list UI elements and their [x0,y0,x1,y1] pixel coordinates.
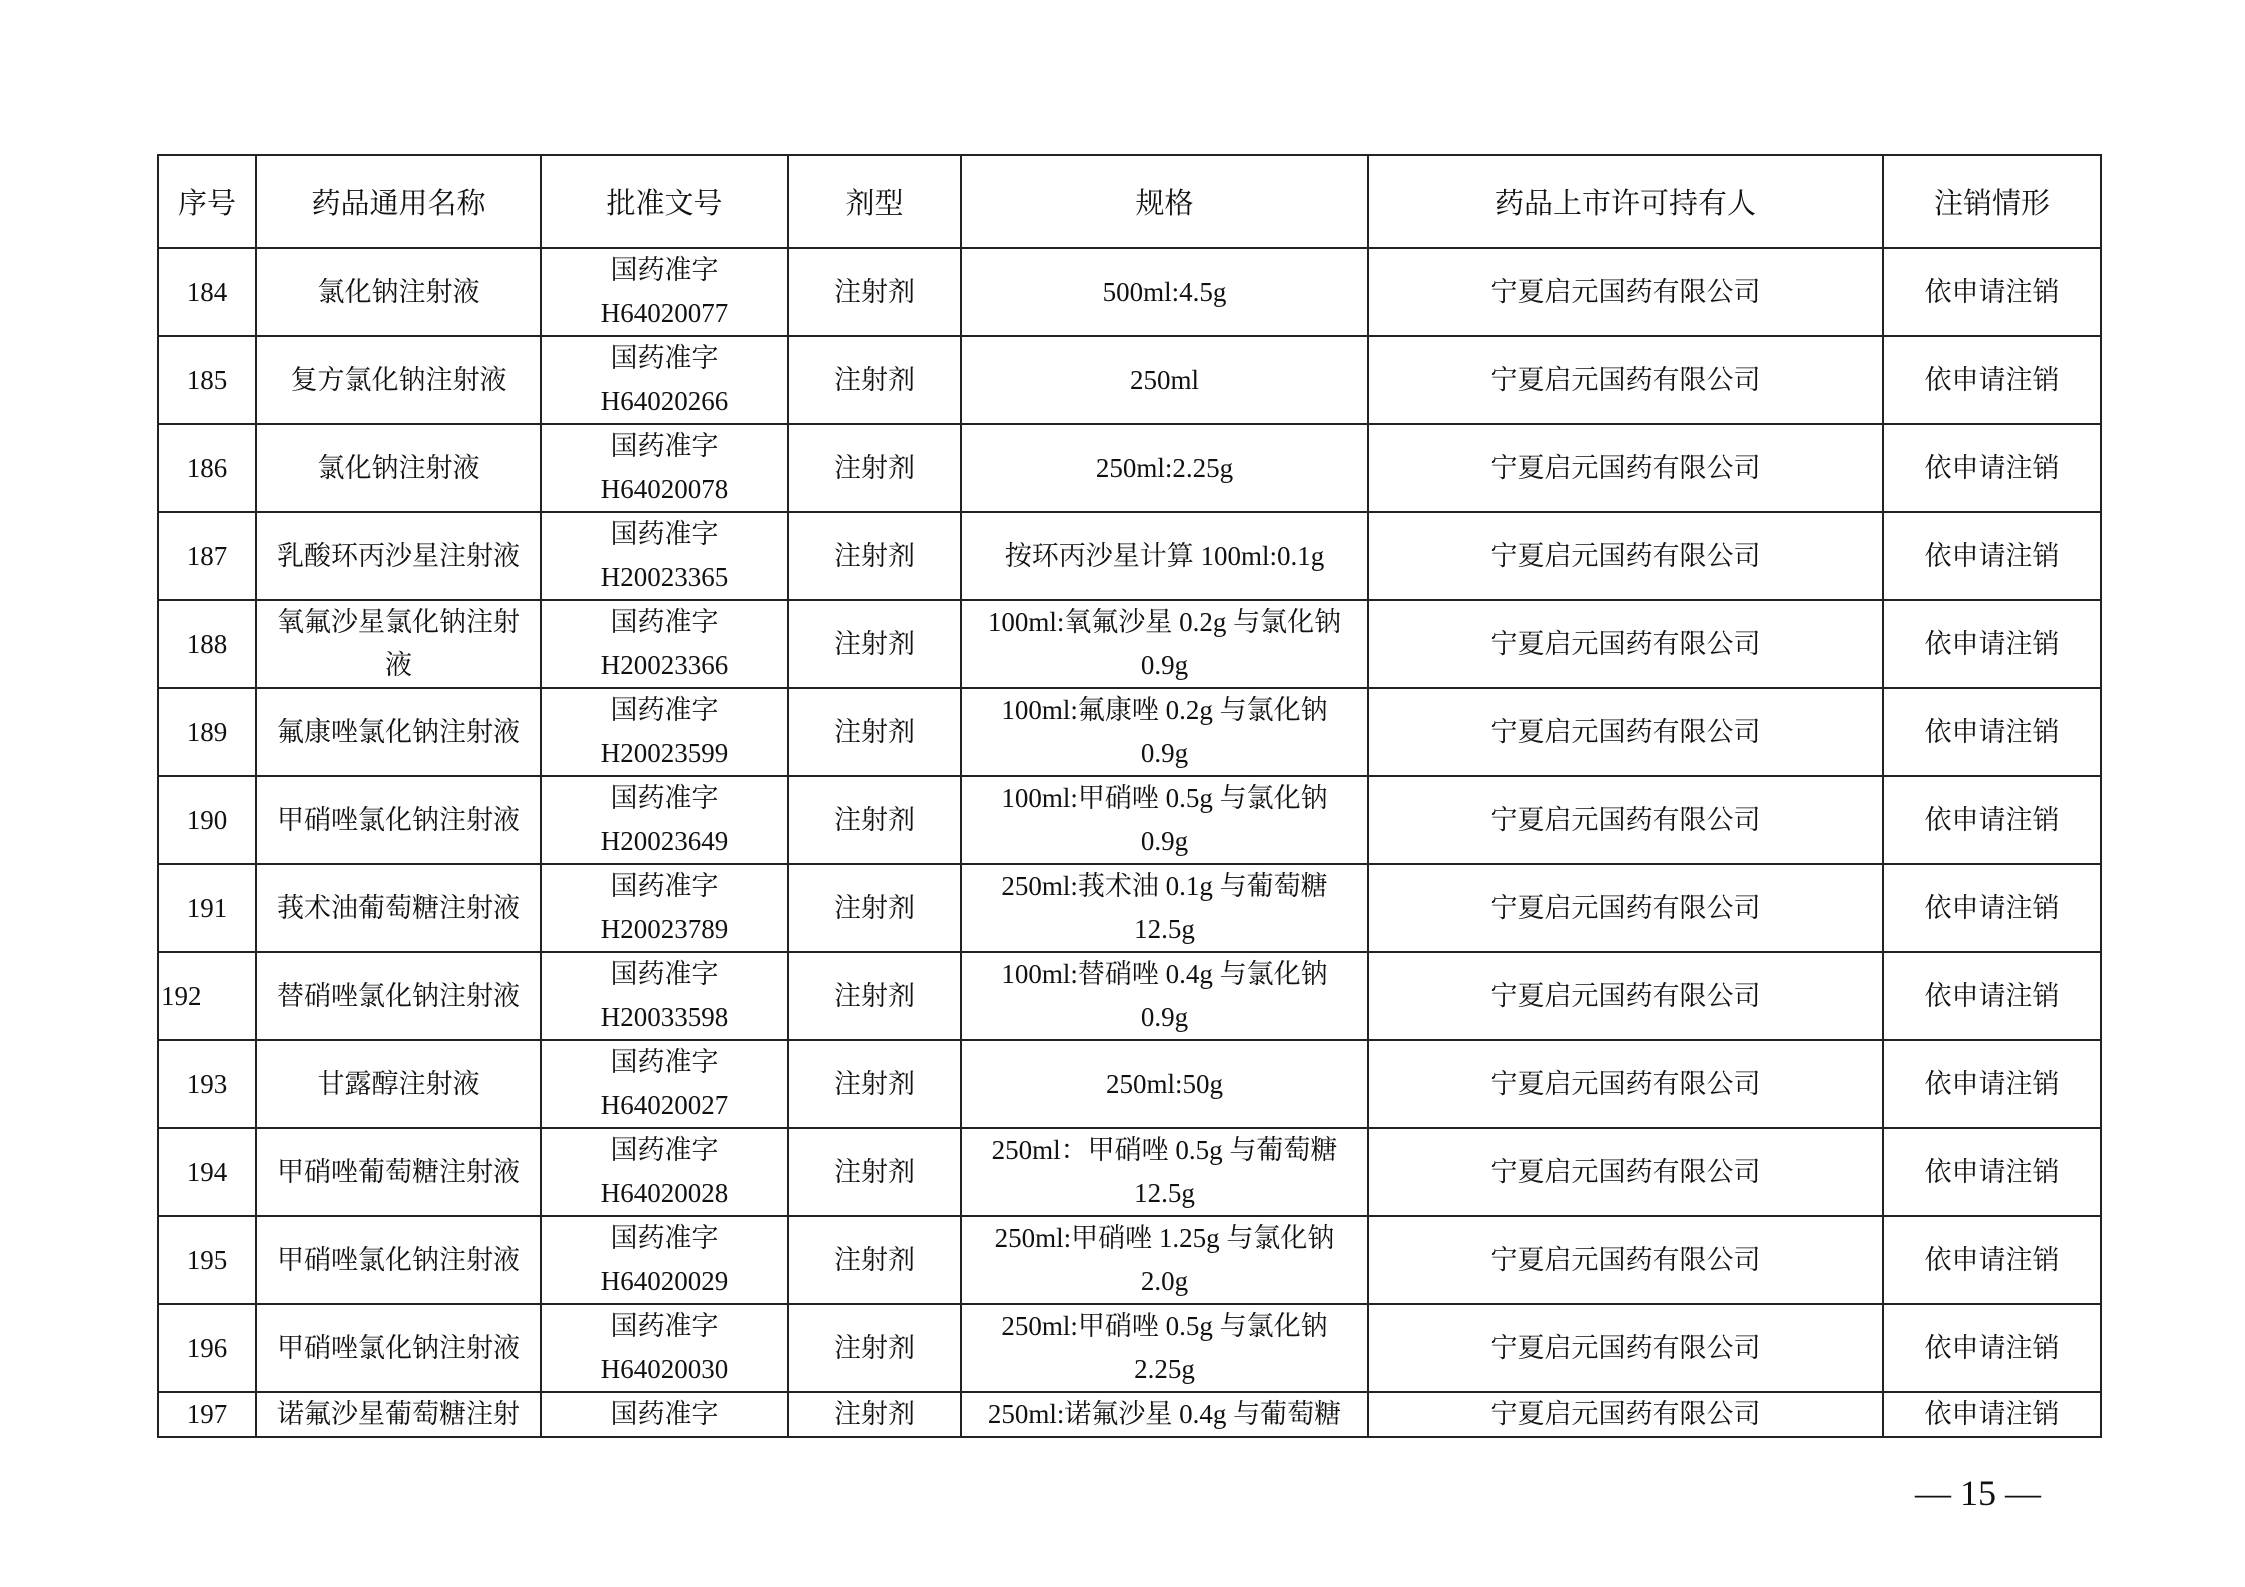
cell-cancellation-status: 依申请注销 [1883,600,2101,688]
cell-approval-number: 国药准字 [541,1392,788,1437]
cell-dosage-form: 注射剂 [788,1392,961,1437]
cell-license-holder: 宁夏启元国药有限公司 [1368,776,1883,864]
cell-serial-number: 188 [158,600,256,688]
cell-cancellation-status: 依申请注销 [1883,776,2101,864]
cell-drug-name: 氧氟沙星氯化钠注射 液 [256,600,541,688]
cell-cancellation-status: 依申请注销 [1883,424,2101,512]
cell-specification: 250ml:甲硝唑 1.25g 与氯化钠 2.0g [961,1216,1368,1304]
cell-drug-name: 氯化钠注射液 [256,248,541,336]
cell-specification: 250ml:50g [961,1040,1368,1128]
cell-drug-name: 甲硝唑氯化钠注射液 [256,1216,541,1304]
cell-specification: 250ml:诺氟沙星 0.4g 与葡萄糖 [961,1392,1368,1437]
cell-drug-name: 氯化钠注射液 [256,424,541,512]
cell-approval-number: 国药准字 H64020030 [541,1304,788,1392]
cell-license-holder: 宁夏启元国药有限公司 [1368,1392,1883,1437]
cell-dosage-form: 注射剂 [788,424,961,512]
cell-license-holder: 宁夏启元国药有限公司 [1368,600,1883,688]
cell-serial-number: 190 [158,776,256,864]
cell-approval-number: 国药准字 H20023599 [541,688,788,776]
cell-license-holder: 宁夏启元国药有限公司 [1368,688,1883,776]
cell-dosage-form: 注射剂 [788,952,961,1040]
table-row [158,248,2101,336]
cell-license-holder: 宁夏启元国药有限公司 [1368,1304,1883,1392]
cell-specification: 100ml:氟康唑 0.2g 与氯化钠 0.9g [961,688,1368,776]
cell-dosage-form: 注射剂 [788,600,961,688]
cell-approval-number: 国药准字 H20033598 [541,952,788,1040]
cell-cancellation-status: 依申请注销 [1883,1216,2101,1304]
cell-approval-number: 国药准字 H20023366 [541,600,788,688]
cell-serial-number: 195 [158,1216,256,1304]
table-row [158,336,2101,424]
cell-specification: 250ml [961,336,1368,424]
cell-dosage-form: 注射剂 [788,864,961,952]
cell-dosage-form: 注射剂 [788,1216,961,1304]
table-row [158,424,2101,512]
cell-serial-number: 192 [158,952,256,1040]
cell-serial-number: 197 [158,1392,256,1437]
table-row [158,512,2101,600]
cell-approval-number: 国药准字 H64020077 [541,248,788,336]
cell-cancellation-status: 依申请注销 [1883,336,2101,424]
cell-cancellation-status: 依申请注销 [1883,688,2101,776]
table-row [158,688,2101,776]
cell-license-holder: 宁夏启元国药有限公司 [1368,952,1883,1040]
table-row [158,1304,2101,1392]
cell-approval-number: 国药准字 H20023365 [541,512,788,600]
cell-specification: 250ml：甲硝唑 0.5g 与葡萄糖 12.5g [961,1128,1368,1216]
cell-drug-name: 复方氯化钠注射液 [256,336,541,424]
cell-specification: 250ml:甲硝唑 0.5g 与氯化钠 2.25g [961,1304,1368,1392]
header-dosage-form: 剂型 [788,155,961,248]
cell-specification: 100ml:氧氟沙星 0.2g 与氯化钠 0.9g [961,600,1368,688]
cell-cancellation-status: 依申请注销 [1883,1128,2101,1216]
header-cancellation-status: 注销情形 [1883,155,2101,248]
table-row [158,776,2101,864]
drug-cancellation-table [157,154,2102,1438]
cell-dosage-form: 注射剂 [788,336,961,424]
cell-approval-number: 国药准字 H64020029 [541,1216,788,1304]
cell-serial-number: 196 [158,1304,256,1392]
cell-specification: 按环丙沙星计算 100ml:0.1g [961,512,1368,600]
cell-approval-number: 国药准字 H20023789 [541,864,788,952]
cell-license-holder: 宁夏启元国药有限公司 [1368,864,1883,952]
cell-specification: 100ml:替硝唑 0.4g 与氯化钠 0.9g [961,952,1368,1040]
cell-serial-number: 184 [158,248,256,336]
cell-cancellation-status: 依申请注销 [1883,512,2101,600]
cell-dosage-form: 注射剂 [788,1040,961,1128]
table-row [158,864,2101,952]
header-specification: 规格 [961,155,1368,248]
cell-drug-name: 甲硝唑葡萄糖注射液 [256,1128,541,1216]
cell-license-holder: 宁夏启元国药有限公司 [1368,336,1883,424]
cell-specification: 100ml:甲硝唑 0.5g 与氯化钠 0.9g [961,776,1368,864]
cell-drug-name: 甲硝唑氯化钠注射液 [256,776,541,864]
cell-dosage-form: 注射剂 [788,1304,961,1392]
page-number: — 15 — [1915,1473,2041,1513]
cell-serial-number: 191 [158,864,256,952]
cell-serial-number: 193 [158,1040,256,1128]
cell-cancellation-status: 依申请注销 [1883,1392,2101,1437]
cell-license-holder: 宁夏启元国药有限公司 [1368,424,1883,512]
cell-serial-number: 194 [158,1128,256,1216]
cell-drug-name: 甲硝唑氯化钠注射液 [256,1304,541,1392]
table-row [158,1128,2101,1216]
header-drug-name: 药品通用名称 [256,155,541,248]
cell-drug-name: 诺氟沙星葡萄糖注射 [256,1392,541,1437]
cell-license-holder: 宁夏启元国药有限公司 [1368,512,1883,600]
table-row [158,1216,2101,1304]
cell-serial-number: 185 [158,336,256,424]
cell-license-holder: 宁夏启元国药有限公司 [1368,1216,1883,1304]
table-row [158,1040,2101,1128]
cell-cancellation-status: 依申请注销 [1883,1040,2101,1128]
cell-dosage-form: 注射剂 [788,776,961,864]
cell-license-holder: 宁夏启元国药有限公司 [1368,1040,1883,1128]
cell-specification: 500ml:4.5g [961,248,1368,336]
cell-serial-number: 187 [158,512,256,600]
cell-cancellation-status: 依申请注销 [1883,952,2101,1040]
cell-drug-name: 乳酸环丙沙星注射液 [256,512,541,600]
cell-drug-name: 替硝唑氯化钠注射液 [256,952,541,1040]
cell-approval-number: 国药准字 H64020078 [541,424,788,512]
cell-approval-number: 国药准字 H64020028 [541,1128,788,1216]
cell-dosage-form: 注射剂 [788,688,961,776]
cell-serial-number: 186 [158,424,256,512]
cell-serial-number: 189 [158,688,256,776]
header-license-holder: 药品上市许可持有人 [1368,155,1883,248]
table-header-row [158,155,2101,248]
cell-license-holder: 宁夏启元国药有限公司 [1368,1128,1883,1216]
table-row [158,600,2101,688]
cell-approval-number: 国药准字 H64020027 [541,1040,788,1128]
cell-dosage-form: 注射剂 [788,248,961,336]
cell-cancellation-status: 依申请注销 [1883,864,2101,952]
cell-cancellation-status: 依申请注销 [1883,248,2101,336]
cell-specification: 250ml:2.25g [961,424,1368,512]
cell-drug-name: 甘露醇注射液 [256,1040,541,1128]
cell-drug-name: 氟康唑氯化钠注射液 [256,688,541,776]
cell-license-holder: 宁夏启元国药有限公司 [1368,248,1883,336]
cell-approval-number: 国药准字 H20023649 [541,776,788,864]
cell-specification: 250ml:莪术油 0.1g 与葡萄糖 12.5g [961,864,1368,952]
cell-dosage-form: 注射剂 [788,512,961,600]
cell-dosage-form: 注射剂 [788,1128,961,1216]
table-row [158,952,2101,1040]
cell-drug-name: 莪术油葡萄糖注射液 [256,864,541,952]
header-serial-number: 序号 [158,155,256,248]
cell-cancellation-status: 依申请注销 [1883,1304,2101,1392]
header-approval-number: 批准文号 [541,155,788,248]
cell-approval-number: 国药准字 H64020266 [541,336,788,424]
table-row [158,1392,2101,1437]
